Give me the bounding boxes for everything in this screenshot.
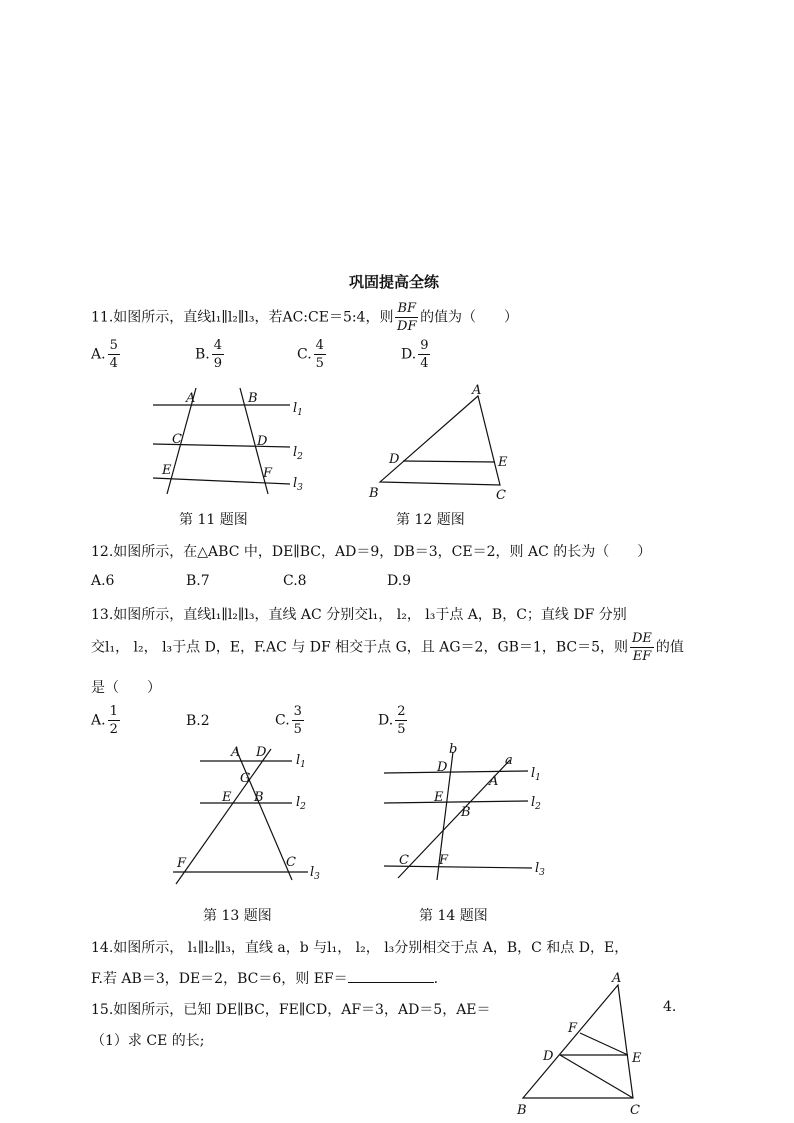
fig11-label-c: C bbox=[172, 432, 182, 447]
fig13-label-e: E bbox=[222, 790, 232, 805]
q12-option-b: B.7 bbox=[186, 573, 210, 589]
fig13-label-l1: $l_1$ bbox=[296, 753, 306, 770]
question-12: 12.如图所示，在△ABC 中，DE∥BC，AD＝9，DB＝3，CE＝2，则 AC 的长为（ ） bbox=[91, 544, 652, 560]
fig15-label-a: A bbox=[612, 971, 622, 986]
figure-13-caption: 第 13 题图 bbox=[203, 908, 272, 924]
q11-prefix: 11.如图所示，直线l₁∥l₂∥l₃，若AC:CE＝5:4，则 bbox=[91, 309, 394, 326]
figure-14-caption: 第 14 题图 bbox=[419, 908, 488, 924]
fig13-label-c: C bbox=[286, 855, 296, 870]
fig12-triangle-abc bbox=[380, 396, 500, 485]
fig15-label-d: D bbox=[543, 1049, 554, 1064]
fig11-label-l3: $l_3$ bbox=[293, 476, 303, 493]
fig14-label-e: E bbox=[434, 790, 444, 805]
q11-option-b: B. $\frac{4}{9}$ bbox=[195, 338, 223, 371]
q13-option-d: D. $\frac{2}{5}$ bbox=[378, 704, 406, 737]
fig13-label-b: B bbox=[254, 790, 264, 805]
fig12-label-a: A bbox=[472, 383, 482, 398]
fig15-label-c: C bbox=[630, 1103, 640, 1118]
fig13-label-f: F bbox=[177, 856, 187, 871]
fig15-triangle-abc bbox=[523, 985, 633, 1098]
fig15-label-b: B bbox=[517, 1103, 527, 1118]
q13-option-c: C. $\frac{3}{5}$ bbox=[275, 704, 302, 737]
question-15-line1-tail: 4. bbox=[663, 999, 677, 1015]
question-13-line1: 13.如图所示，直线l₁∥l₂∥l₃，直线 AC 分别交l₁， l₂， l₃于点 A，B，C；直线 DF 分别 bbox=[91, 607, 627, 623]
fig13-label-l3: $l_3$ bbox=[310, 865, 320, 882]
q12-option-c: C.8 bbox=[283, 573, 307, 589]
fig11-label-b: B bbox=[248, 391, 258, 406]
fig11-label-l2: $l_2$ bbox=[293, 445, 303, 462]
fig12-label-e: E bbox=[498, 455, 508, 470]
section-title: 巩固提高全练 bbox=[349, 273, 440, 291]
fig13-line-df bbox=[176, 749, 271, 884]
fig13-line-ac bbox=[236, 749, 292, 880]
q12-option-d: D.9 bbox=[387, 573, 412, 589]
fig13-label-l2: $l_2$ bbox=[296, 795, 306, 812]
fig12-label-c: C bbox=[496, 488, 506, 503]
fig15-label-f: F bbox=[568, 1021, 578, 1036]
fig15-segment-fe bbox=[580, 1033, 628, 1055]
fig14-label-a-line: a bbox=[505, 753, 513, 768]
fig14-label-l2: $l_2$ bbox=[531, 795, 541, 812]
figure-11-caption: 第 11 题图 bbox=[179, 512, 248, 528]
question-14-line2: F.若 AB＝3，DE＝2，BC＝6，则 EF＝ . bbox=[91, 971, 439, 987]
fig15-label-e: E bbox=[632, 1051, 642, 1066]
q13-option-b: B.2 bbox=[186, 713, 210, 729]
q11-option-d: D. $\frac{9}{4}$ bbox=[401, 338, 429, 371]
fig12-label-b: B bbox=[369, 486, 379, 501]
fig14-label-a: A bbox=[489, 774, 499, 789]
fig13-label-a: A bbox=[231, 745, 241, 760]
fig14-label-f: F bbox=[439, 853, 449, 868]
fig14-label-b-line: b bbox=[449, 742, 458, 757]
fig14-line-l2 bbox=[384, 801, 528, 803]
q14-answer-blank bbox=[348, 970, 434, 983]
question-13-line3: 是（ ） bbox=[91, 680, 161, 696]
question-15-line1: 15.如图所示，已知 DE∥BC，FE∥CD，AF＝3，AD＝5，AE＝ bbox=[91, 1002, 491, 1018]
fig11-label-d: D bbox=[257, 434, 268, 449]
q11-option-c: C. $\frac{4}{5}$ bbox=[297, 338, 324, 371]
fig11-label-a: A bbox=[186, 391, 196, 406]
fig15-segment-dc bbox=[560, 1055, 633, 1098]
q13-option-a: A. $\frac{1}{2}$ bbox=[91, 704, 118, 737]
q12-option-a: A.6 bbox=[91, 573, 115, 589]
fig14-line-l1 bbox=[384, 771, 528, 773]
fig11-label-e: E bbox=[162, 463, 172, 478]
q11-fraction: $\frac{BF}{DF}$ bbox=[397, 301, 417, 334]
q11-option-a: A. $\frac{5}{4}$ bbox=[91, 338, 118, 371]
fig12-label-d: D bbox=[389, 452, 400, 467]
q13-fraction: $\frac{DE}{EF}$ bbox=[632, 631, 652, 664]
figure-12-caption: 第 12 题图 bbox=[396, 512, 465, 528]
question-13-line2: 交l₁， l₂， l₃于点 D，E，F.AC 与 DF 相交于点 G，且 AG＝2，GB＝1，BC＝5，则 $\frac{DE}{EF}$ 的值 bbox=[91, 631, 684, 664]
fig11-label-f: F bbox=[263, 466, 273, 481]
fig14-label-c: C bbox=[399, 853, 409, 868]
fig14-label-d: D bbox=[437, 760, 448, 775]
fig14-label-b: B bbox=[461, 805, 471, 820]
fig14-label-l1: $l_1$ bbox=[531, 766, 541, 783]
q11-suffix: 的值为（ ） bbox=[420, 309, 519, 326]
fig14-label-l3: $l_3$ bbox=[535, 861, 545, 878]
question-15-sub1: （1）求 CE 的长; bbox=[91, 1033, 205, 1049]
question-14-line1: 14.如图所示， l₁∥l₂∥l₃，直线 a，b 与l₁， l₂， l₃分别相交于点 A，B，C 和点 D，E， bbox=[91, 940, 629, 956]
fig13-label-d: D bbox=[256, 745, 267, 760]
fig12-segment-de bbox=[403, 461, 495, 462]
fig13-label-g: G bbox=[240, 771, 251, 786]
fig11-label-l1: $l_1$ bbox=[293, 401, 303, 418]
